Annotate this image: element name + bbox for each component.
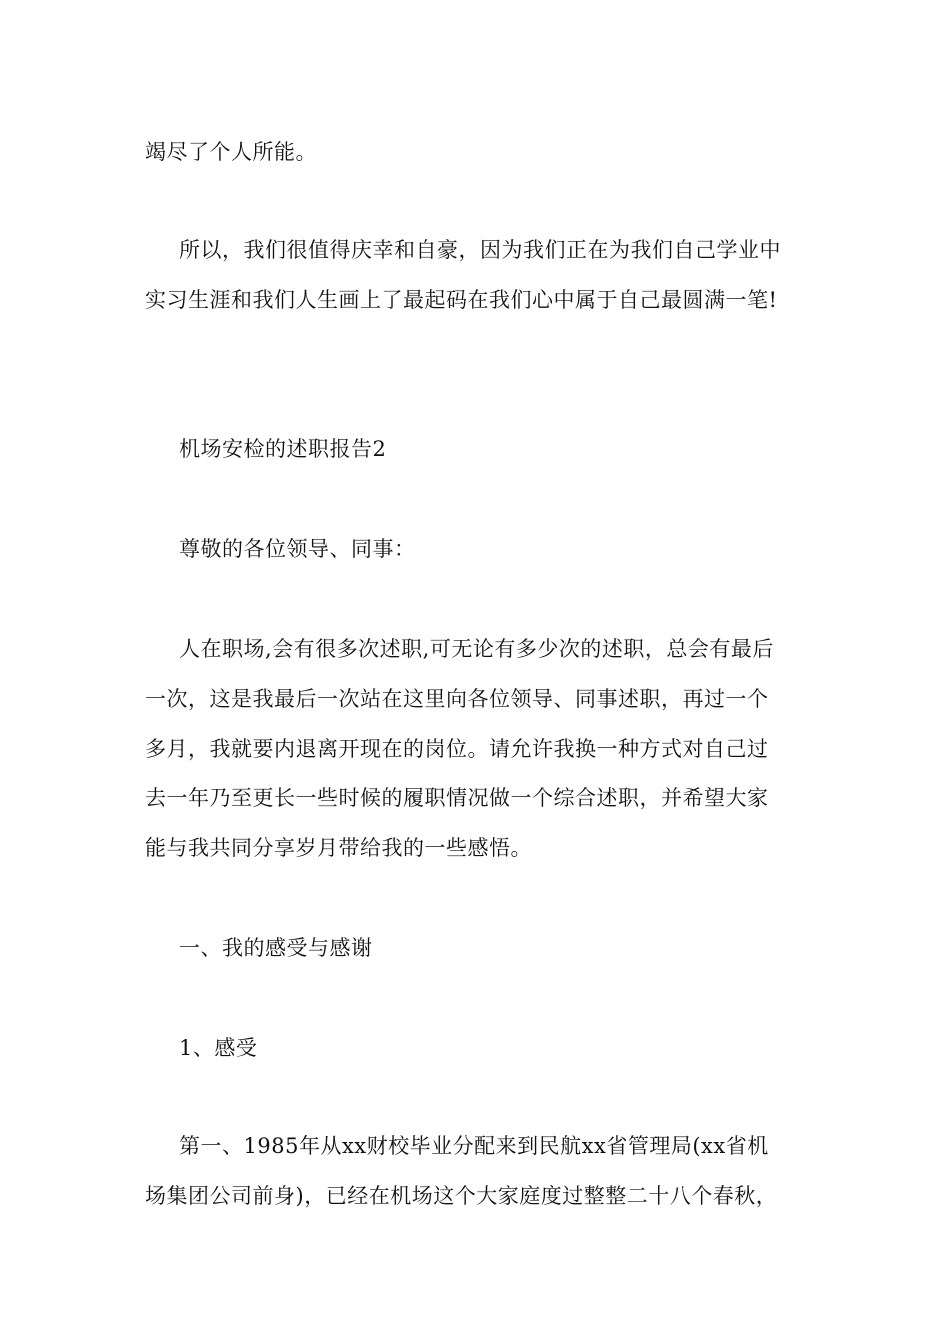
report-title [145,425,810,475]
section-heading [145,924,810,974]
subsection-heading-text: 1、感受 [179,1036,258,1060]
section-heading-text: 一、我的感受与感谢 [179,936,373,960]
paragraph-line: 场集团公司前身)，已经在机场这个大家庭度过整整二十八个春秋， [145,1183,778,1208]
paragraph-line: 人在职场,会有很多次述职,可无论有多少次的述职，总会有最后 [179,637,774,661]
conclusion-paragraph [145,226,810,326]
paragraph-line: 竭尽了个人所能。 [145,140,317,164]
paragraph-line: 多月，我就要内退离开现在的岗位。请允许我换一种方式对自己过 [145,736,769,761]
paragraph-line: 一次，这是我最后一次站在这里向各位领导、同事述职，再过一个 [145,686,769,711]
continuation-paragraph [145,128,810,178]
paragraph-line: 去一年乃至更长一些时候的履职情况做一个综合述职，并希望大家 [145,786,769,811]
subsection-heading [145,1024,810,1074]
paragraph-line: 能与我共同分享岁月带给我的一些感悟。 [145,836,532,861]
salutation-text: 尊敬的各位领导、同事： [179,537,416,561]
body-paragraph [145,1122,810,1222]
paragraph-line: 第一、1985年从xx财校毕业分配来到民航xx省管理局(xx省机 [179,1134,769,1158]
salutation [145,525,810,575]
paragraph-line: 实习生涯和我们人生画上了最起码在我们心中属于自己最圆满一笔! [145,287,778,312]
report-title-text: 机场安检的述职报告2 [179,437,387,461]
paragraph-line: 所以，我们很值得庆幸和自豪，因为我们正在为我们自己学业中 [179,238,781,262]
intro-paragraph [145,625,810,874]
